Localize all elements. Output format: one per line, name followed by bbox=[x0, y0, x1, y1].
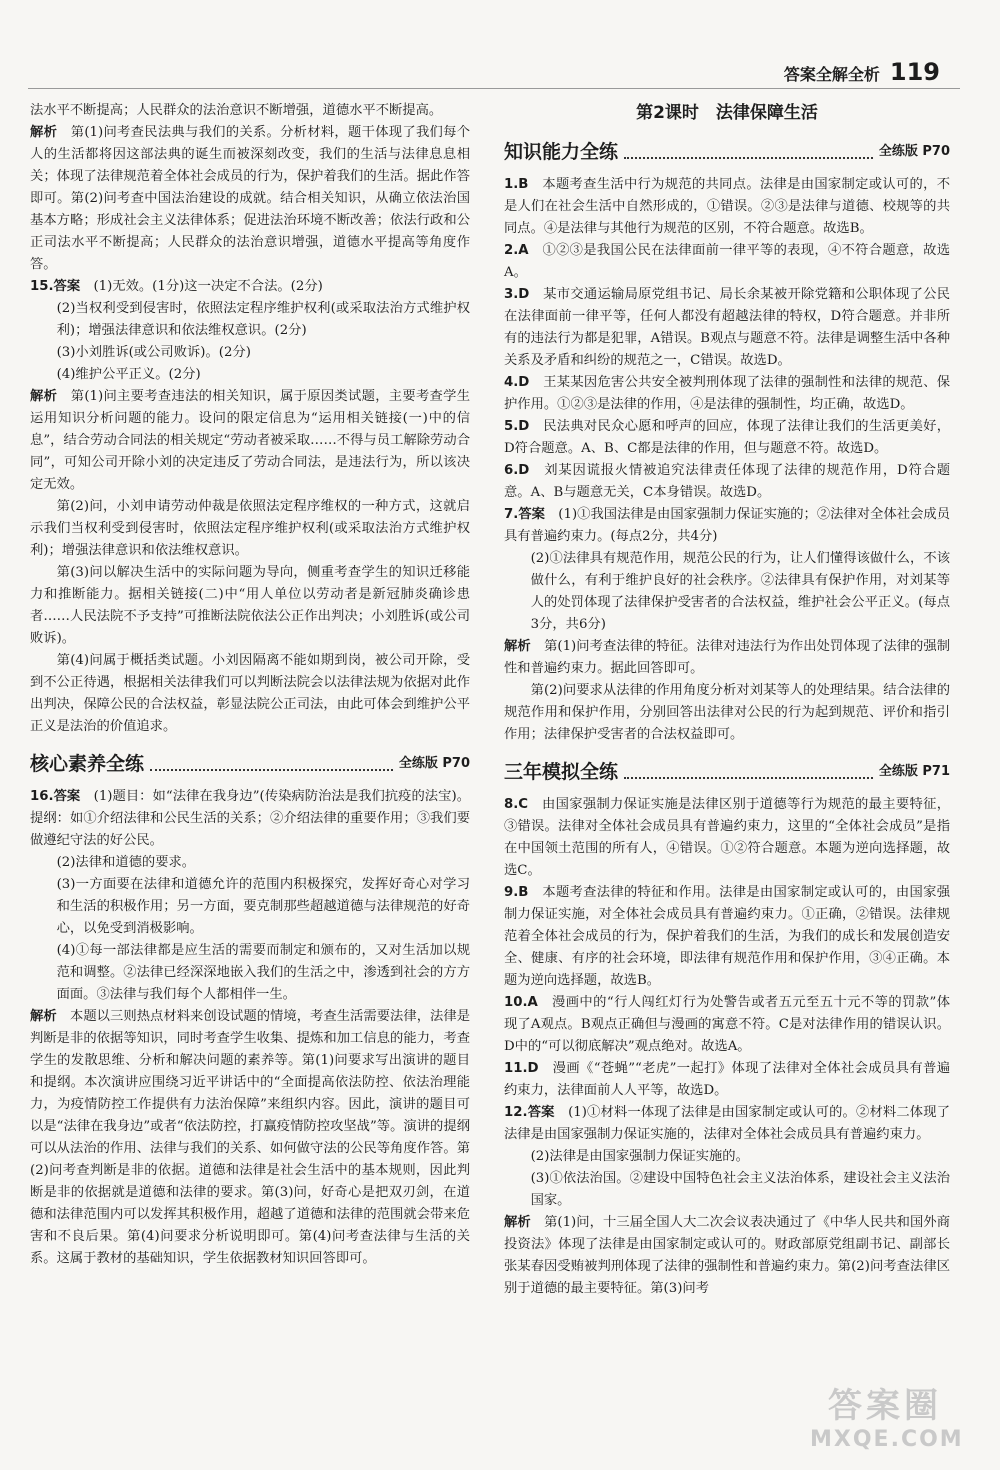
q15-a2: (2)当权利受到侵害时，依照法定程序维护权利(或采取法治方式维护权利)；增强法律意识和依法维权意识。(2分) bbox=[56, 301, 470, 338]
q15-analysis-4: 第(4)问属于概括类试题。小刘因隔离不能如期到岗，被公司开除，受到不公正待遇，根据相关法律我们可以判断法院会以法律法规为依据对此作出判决，保障公民的合法权益，彰显法院公正司法，由此可体会到维护公平正义是法治的价值追求。 bbox=[30, 653, 470, 734]
q12-a2: (2)法律是由国家强制力保证实施的。 bbox=[530, 1149, 749, 1164]
item-label: 9.B bbox=[504, 885, 529, 900]
answer-item bbox=[504, 794, 950, 882]
q15-analysis-1: 第(1)问主要考查违法的相关知识，属于原因类试题，主要考查学生运用知识分析问题的能力。设问的限定信息为“运用相关链接(一)中的信息”，结合劳动合同法的相关规定“劳动者被采取……不得与员工解除劳动合同”，可知公司开除小刘的决定违反了劳动合同法，是违法行为，所以该决定无效。 bbox=[30, 389, 470, 492]
item-label: 5.D bbox=[504, 419, 530, 434]
dotted-leader bbox=[624, 765, 873, 779]
answer-item bbox=[504, 882, 950, 992]
item-text: 刘某因谎报火情被追究法律责任体现了法律的规范作用，D符合题意。A、B与题意无关，C本身错误。故选D。 bbox=[504, 463, 950, 500]
q7-a1: (1)①我国法律是由国家强制力保证实施的；②法律对全体社会成员具有普遍约束力。(每点2分，共4分) bbox=[504, 507, 951, 544]
section-title: 知识能力全练 bbox=[504, 141, 619, 163]
q16-analysis-text: 本题以三则热点材料来创设试题的情境，考查生活需要法律，法律是判断是非的依据等知识，同时考查学生收集、提炼和加工信息的能力，考查学生的发散思维、分析和解决问题的素养等。第(1)问要求写出演讲的题目和提纲。本次演讲应围绕习近平讲话中的“全面提高依法防控、依法治理能力，为疫情防控工作提供有力法治保障”来组织内容。因此，演讲的题目可以是“法律在我身边”或者“依法防控，打赢疫情防控攻坚战”等。演讲的提纲可以从法治的作用、法律与我们的关系、如何做守法的公民等角度作答。第(2)问考查判断是非的依据。道德和法律是社会生活中的基本规则，因此判断是非的依据就是道德和法律的要求。第(3)问，好奇心是把双刃剑，在道德和法律范围内可以发挥其积极作用，超越了道德和法律的范围就会带来危害和不良后果。第(4)问要求分析说明即可。第(4)问考查法律与生活的关系。这属于教材的基础知识，学生依据教材知识回答即可。 bbox=[30, 1009, 471, 1266]
watermark-logo bbox=[810, 1378, 964, 1452]
analysis-label: 解析 bbox=[30, 1009, 57, 1024]
item-text: 本题考查生活中行为规范的共同点。法律是由国家制定或认可的，不是人们在社会生活中自然形成的，①错误。②③是法律与道德、校规等的共同点。④是法律与其他行为规范的区别，不符合题意。故选B。 bbox=[504, 177, 951, 236]
item-label: 4.D bbox=[504, 375, 530, 390]
dotted-leader bbox=[150, 757, 393, 771]
q14-analysis bbox=[30, 122, 470, 276]
q7-label: 7.答案 bbox=[504, 507, 545, 522]
q12-answer bbox=[504, 1102, 950, 1146]
section-ref: 全练版 P70 bbox=[398, 756, 470, 771]
answer-item bbox=[504, 284, 950, 372]
q16-a1: (1)题目：如“法律在我身边”(传染病防治法是我们抗疫的法宝)。提纲：如①介绍法律和公民生活的关系；②介绍法律的重要作用；③我们要做遵纪守法的好公民。 bbox=[30, 789, 471, 848]
item-text: 漫画中的“行人闯红灯行为处警告或者五元至五十元不等的罚款”体现了A观点。B观点正确但与漫画的寓意不符。C是对法律作用的错误认识。D中的“可以彻底解决”观点绝对。故选A。 bbox=[504, 995, 950, 1054]
analysis-label: 解析 bbox=[30, 125, 58, 140]
q7-analysis bbox=[504, 636, 950, 680]
item-text: 民法典对民众心愿和呼声的回应，体现了法律让我们的生活更美好，D符合题意。A、B、C都是法律的作用，但与题意不符。故选D。 bbox=[504, 419, 951, 456]
answer-item bbox=[504, 460, 950, 504]
q16-answer bbox=[30, 786, 470, 852]
answer-item bbox=[504, 992, 950, 1058]
answer-item bbox=[504, 174, 950, 240]
item-text: 由国家强制力保证实施是法律区别于道德等行为规范的最主要特征，③错误。法律对全体社会成员具有普遍约束力，这里的“全体社会成员”是指在中国领土范围的所有人，④错误。①②符合题意。本题为逆向选择题，故选C。 bbox=[504, 797, 951, 878]
right-column bbox=[504, 100, 950, 1300]
q12-a1: (1)①材料一体现了法律是由国家制定或认可的。②材料二体现了法律是由国家强制力保证实施的，法律对全体社会成员具有普遍约束力。 bbox=[504, 1105, 950, 1142]
q15-a3: (3)小刘胜诉(或公司败诉)。(2分) bbox=[56, 345, 251, 360]
section-title: 三年模拟全练 bbox=[504, 761, 619, 783]
q15-analysis bbox=[30, 386, 470, 496]
header-title: 答案全解全析 bbox=[783, 65, 880, 84]
item-text: 漫画《“苍蝇”“老虎”一起打》体现了法律对全体社会成员具有普遍约束力，法律面前人人平等，故选D。 bbox=[504, 1061, 951, 1098]
q16-a2: (2)法律和道德的要求。 bbox=[56, 855, 196, 870]
analysis-label: 解析 bbox=[30, 389, 58, 404]
item-text: 本题考查法律的特征和作用。法律是由国家制定或认可的，由国家强制力保证实施，对全体社会成员具有普遍约束力。①正确，②错误。法律规范着全体社会成员的行为，保护着我们的生活，为我们的成长和发展创造安全、健康、有序的社会环境，即法律有规范作用和保护作用，③④正确。本题为逆向选择题，故选B。 bbox=[504, 885, 951, 988]
section-ref: 全练版 P71 bbox=[878, 764, 950, 779]
page-header bbox=[784, 58, 940, 86]
q12-analysis bbox=[504, 1212, 950, 1300]
header-rule bbox=[28, 88, 960, 89]
item-text: 王某某因危害公共安全被判刑体现了法律的强制性和法律的规范、保护作用。①②③是法律的作用，④是法律的强制性，均正确，故选D。 bbox=[504, 375, 951, 412]
q7-analysis-2: 第(2)问要求从法律的作用角度分析对刘某等人的处理结果。结合法律的规范作用和保护作用，分别回答出法律对公民的行为起到规范、评价和指引作用；法律保护受害者的合法权益即可。 bbox=[504, 683, 950, 742]
item-label: 6.D bbox=[504, 463, 530, 478]
section-core-literacy bbox=[30, 750, 470, 778]
q15-analysis-3: 第(3)问以解决生活中的实际问题为导向，侧重考查学生的知识迁移能力和推断能力。据相关链接(二)中“用人单位以劳动者是新冠肺炎确诊患者……人民法院不予支持”可推断法院依法公正作出判决；小刘胜诉(或公司败诉)。 bbox=[30, 565, 470, 646]
left-column bbox=[30, 100, 470, 1270]
item-label: 8.C bbox=[504, 797, 529, 812]
item-label: 1.B bbox=[504, 177, 529, 192]
q15-a4: (4)维护公平正义。(2分) bbox=[56, 367, 201, 382]
lesson-title: 第2课时 法律保障生活 bbox=[636, 103, 818, 123]
item-label: 10.A bbox=[504, 995, 538, 1010]
q15-analysis-2: 第(2)问，小刘申请劳动仲裁是依照法定程序维权的一种方式，这就启示我们当权利受到侵害时，依照法定程序维护权利(或采取法治方式维护权利)；增强法律意识和依法维权意识。 bbox=[30, 499, 470, 558]
item-text: ①②③是我国公民在法律面前一律平等的表现，④不符合题意，故选A。 bbox=[504, 243, 951, 280]
dotted-leader bbox=[624, 145, 873, 159]
answer-item bbox=[504, 240, 950, 284]
q16-label: 16.答案 bbox=[30, 789, 81, 804]
q7-a2: (2)①法律具有规范作用，规范公民的行为，让人们懂得该做什么，不该做什么，有利于维护良好的社会秩序。②法律具有保护作用，对刘某等人的处罚体现了法律保护受害者的合法权益，维护社会公平正义。(每点3分，共6分) bbox=[530, 551, 950, 632]
answer-item bbox=[504, 372, 950, 416]
item-label: 11.D bbox=[504, 1061, 539, 1076]
analysis-label: 解析 bbox=[504, 639, 531, 654]
watermark-line2: MXQE.COM bbox=[810, 1427, 964, 1452]
q16-a3: (3)一方面要在法律和道德允许的范围内积极探究，发挥好奇心对学习和生活的积极作用；另一方面，要克制那些超越道德与法律规范的好奇心，以免受到消极影响。 bbox=[56, 877, 470, 936]
item-label: 2.A bbox=[504, 243, 529, 258]
analysis-label: 解析 bbox=[504, 1215, 531, 1230]
q16-analysis bbox=[30, 1006, 470, 1270]
q15-label: 15.答案 bbox=[30, 279, 81, 294]
page-number: 119 bbox=[889, 58, 940, 86]
answer-item bbox=[504, 416, 950, 460]
q16-a4: (4)①每一部法律都是应生活的需要而制定和颁布的，又对生活加以规范和调整。②法律已经深深地嵌入我们的生活之中，渗透到社会的方方面面。③法律与我们每个人都相伴一生。 bbox=[56, 943, 470, 1002]
q14-analysis-text: 第(1)问考查民法典与我们的关系。分析材料，题干体现了我们每个人的生活都将因这部法典的诞生而被深刻改变，我们的生活与法律息息相关；体现了法律规范着全体社会成员的行为，保护着我们的生活。据此作答即可。第(2)问考查中国法治建设的成就。结合相关知识，从确立依法治国基本方略；形成社会主义法律体系；促进法治环境不断改善；依法行政和公正司法水平不断提高；人民群众的法治意识增强，道德水平提高等角度作答。 bbox=[30, 125, 470, 272]
q12-analysis-text: 第(1)问，十三届全国人大二次会议表决通过了《中华人民共和国外商投资法》体现了法律是由国家制定或认可的。财政部原党组副书记、副部长张某春因受贿被判刑体现了法律的强制性和普遍约束力。第(2)问考查法律区别于道德的最主要特征。第(3)问考 bbox=[504, 1215, 951, 1296]
q7-answer bbox=[504, 504, 950, 548]
q15-answer bbox=[30, 276, 470, 298]
q15-a1: (1)无效。(1分)这一决定不合法。(2分) bbox=[93, 279, 323, 294]
section-ref: 全练版 P70 bbox=[878, 144, 950, 159]
q12-label: 12.答案 bbox=[504, 1105, 555, 1120]
answer-item bbox=[504, 1058, 950, 1102]
section-three-year bbox=[504, 758, 950, 786]
item-text: 某市交通运输局原党组书记、局长余某被开除党籍和公职体现了公民在法律面前一律平等，任何人都没有超越法律的特权，D符合题意。并非所有的违法行为都是犯罪，A错误。B观点与题意不符。法律是调整生活中各种关系及矛盾和纠纷的规范之一，C错误。故选D。 bbox=[504, 287, 951, 368]
watermark-line1: 答案圈 bbox=[828, 1386, 942, 1426]
section-title: 核心素养全练 bbox=[30, 753, 145, 775]
intro-text: 法水平不断提高；人民群众的法治意识不断增强，道德水平不断提高。 bbox=[30, 103, 443, 118]
item-label: 3.D bbox=[504, 287, 530, 302]
q7-analysis-1: 第(1)问考查法律的特征。法律对违法行为作出处罚体现了法律的强制性和普遍约束力。据此回答即可。 bbox=[504, 639, 951, 676]
q12-a3: (3)①依法治国。②建设中国特色社会主义法治体系，建设社会主义法治国家。 bbox=[530, 1171, 950, 1208]
section-knowledge bbox=[504, 138, 950, 166]
